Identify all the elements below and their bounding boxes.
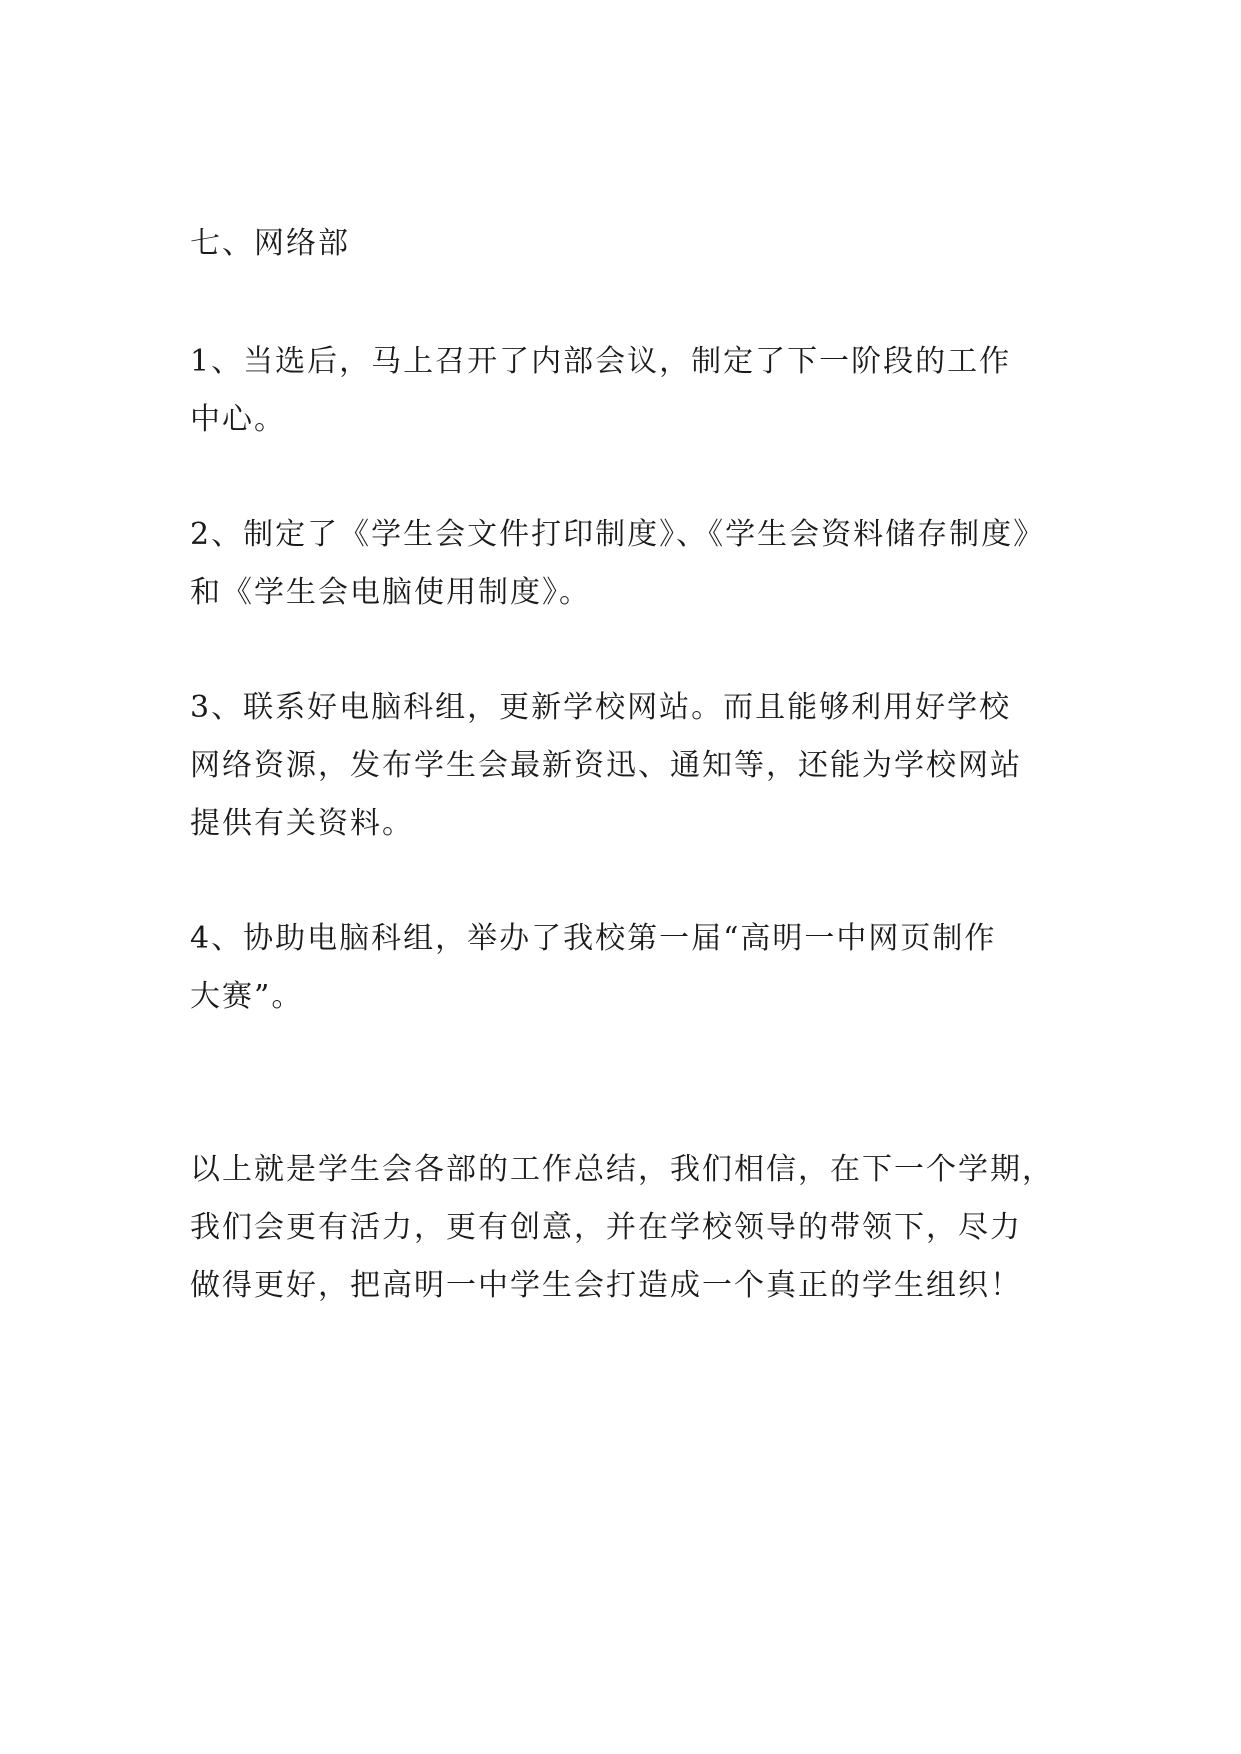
list-item-3-line-1: 3、联系好电脑科组，更新学校网站。而且能够利用好学校 <box>190 690 1012 725</box>
section-heading: 七、网络部 <box>190 226 350 261</box>
list-item-2-line-2: 和《学生会电脑使用制度》。 <box>190 575 591 610</box>
list-item-1-line-1: 1、当选后，马上召开了内部会议，制定了下一阶段的工作 <box>190 344 1012 379</box>
list-item-1-line-2: 中心。 <box>190 402 286 437</box>
list-item-4-line-1: 4、协助电脑科组，举办了我校第一届“高明一中网页制作 <box>190 921 997 956</box>
list-item-3-line-3: 提供有关资料。 <box>190 806 414 841</box>
list-item-2-line-1: 2、制定了《学生会文件打印制度》、《学生会资料储存制度》 <box>190 517 1046 552</box>
conclusion-line-1: 以上就是学生会各部的工作总结，我们相信，在下一个学期， <box>190 1152 1054 1187</box>
conclusion-line-3: 做得更好，把高明一中学生会打造成一个真正的学生组织！ <box>190 1268 1022 1303</box>
list-item-4-line-2: 大赛”。 <box>190 979 304 1014</box>
list-item-3-line-2: 网络资源，发布学生会最新资迅、通知等，还能为学校网站 <box>190 748 1022 783</box>
document-body <box>190 215 1080 1315</box>
list-item-2 <box>190 506 1080 622</box>
conclusion-line-2: 我们会更有活力，更有创意，并在学校领导的带领下，尽力 <box>190 1210 1022 1245</box>
list-item-3 <box>190 679 1080 853</box>
conclusion-paragraph <box>190 1141 1080 1315</box>
list-item-1 <box>190 333 1080 449</box>
list-item-4 <box>190 910 1080 1026</box>
